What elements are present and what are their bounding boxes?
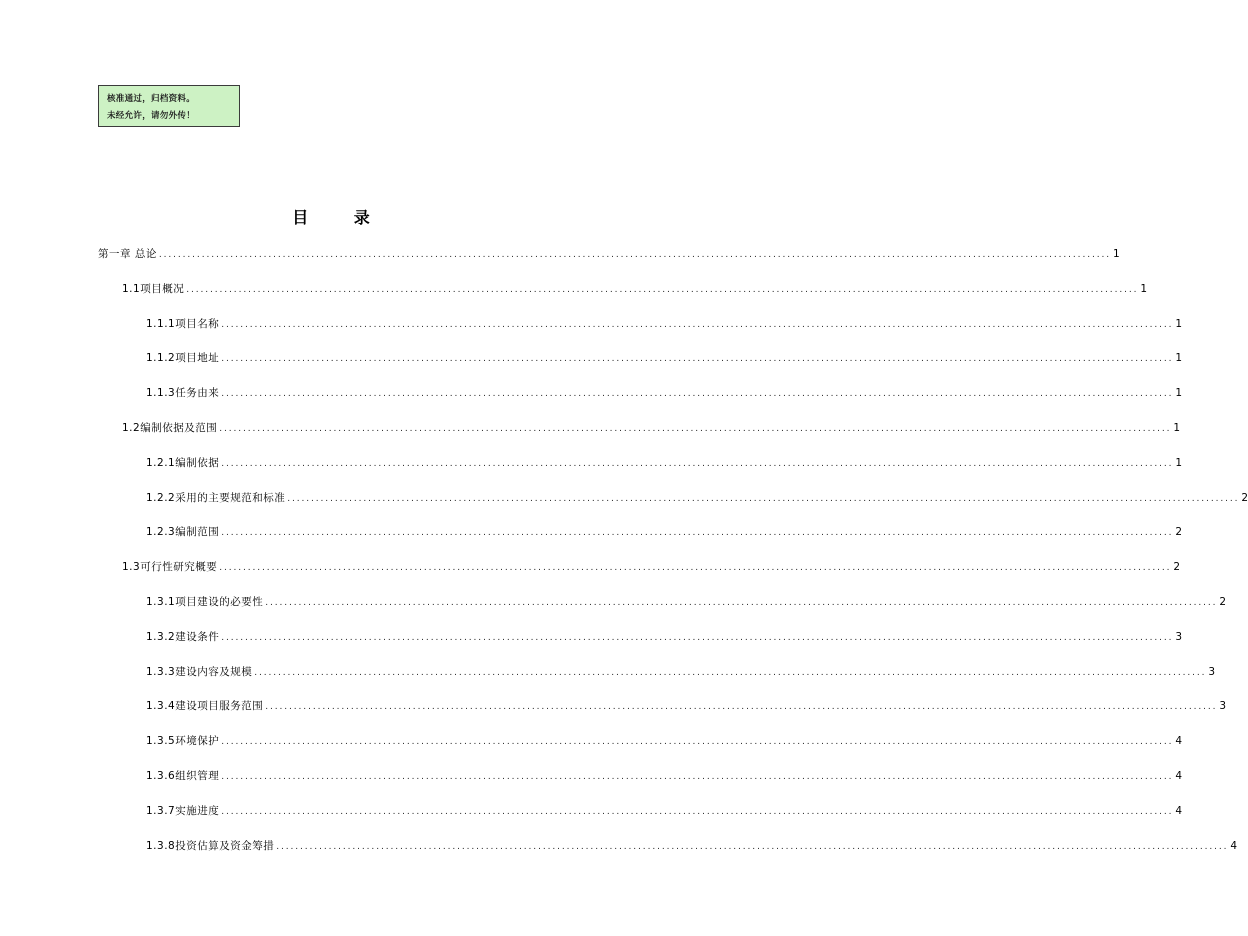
toc-entry[interactable] xyxy=(122,281,1148,297)
toc-dot-leader: ........................................................................................................................................................................................................ xyxy=(158,250,1112,260)
toc-entry-label: 1.3可行性研究概要 xyxy=(122,561,218,574)
toc-entry[interactable] xyxy=(146,385,1183,401)
toc-dot-leader: ........................................................................................................................................................................................................ xyxy=(221,389,1174,400)
toc-title: 目 录 xyxy=(292,208,390,227)
toc-entry[interactable] xyxy=(122,559,1181,575)
toc-entry-label: 1.2.3编制范围 xyxy=(146,526,220,539)
toc-entry-page: 4 xyxy=(1175,770,1183,782)
toc-entry[interactable] xyxy=(146,629,1183,645)
toc-dot-leader: ........................................................................................................................................................................................................ xyxy=(219,563,1172,574)
stamp-line-1: 核准通过，归档资料。 xyxy=(107,94,196,104)
toc-entry-label: 1.2.1编制依据 xyxy=(146,456,220,469)
toc-entry-label: 1.2编制依据及范围 xyxy=(122,422,218,434)
toc-dot-leader: ........................................................................................................................................................................................................ xyxy=(221,458,1174,469)
toc-entry[interactable] xyxy=(146,768,1183,784)
toc-entry-page: 2 xyxy=(1173,561,1181,574)
toc-entry-page: 4 xyxy=(1175,735,1183,748)
toc-entry-label: 第一章 总论 xyxy=(98,248,157,260)
toc-entry-label: 1.1.2项目地址 xyxy=(146,352,220,365)
toc-entry-label: 1.3.5环境保护 xyxy=(146,735,220,748)
toc-entry-page: 3 xyxy=(1175,630,1183,643)
toc-entry[interactable] xyxy=(98,246,1120,262)
toc-entry-label: 1.1.1项目名称 xyxy=(146,317,220,330)
toc-dot-leader: ........................................................................................................................................................................................................ xyxy=(221,806,1174,817)
toc-dot-leader: ........................................................................................................................................................................................................ xyxy=(265,598,1218,608)
toc-entry[interactable] xyxy=(146,838,1238,854)
toc-dot-leader: ........................................................................................................................................................................................................ xyxy=(221,772,1174,782)
stamp-line-2: 未经允许，请勿外传！ xyxy=(107,111,196,121)
toc-entry[interactable] xyxy=(146,803,1183,819)
toc-entry[interactable] xyxy=(122,420,1181,436)
toc-entry-page: 4 xyxy=(1175,804,1183,817)
toc-dot-leader: ........................................................................................................................................................................................................ xyxy=(221,632,1174,643)
toc-entry-label: 1.2.2采用的主要规范和标准 xyxy=(146,491,286,504)
toc-entry[interactable] xyxy=(146,733,1183,749)
toc-entry[interactable] xyxy=(146,524,1183,540)
toc-dot-leader: ........................................................................................................................................................................................................ xyxy=(221,354,1174,365)
toc-entry-label: 1.3.7实施进度 xyxy=(146,804,220,817)
toc-entry[interactable] xyxy=(146,490,1248,506)
toc-entry-page: 2 xyxy=(1219,596,1227,608)
toc-dot-leader: ........................................................................................................................................................................................................ xyxy=(219,424,1172,434)
toc-entry-page: 1 xyxy=(1175,456,1183,469)
approval-stamp xyxy=(98,85,240,127)
toc-entry[interactable] xyxy=(146,698,1227,714)
toc-dot-leader: ........................................................................................................................................................................................................ xyxy=(186,284,1139,295)
toc-entry-label: 1.1项目概况 xyxy=(122,282,185,295)
toc-entry-page: 1 xyxy=(1140,282,1148,295)
toc-entry-label: 1.3.2建设条件 xyxy=(146,630,220,643)
toc-dot-leader: ........................................................................................................................................................................................................ xyxy=(287,493,1240,504)
toc-entry-label: 1.3.1项目建设的必要性 xyxy=(146,596,264,608)
toc-dot-leader: ........................................................................................................................................................................................................ xyxy=(221,319,1174,330)
toc-entry-page: 2 xyxy=(1241,491,1248,504)
toc-entry[interactable] xyxy=(146,316,1183,332)
toc-entry[interactable] xyxy=(146,455,1183,471)
toc-dot-leader: ........................................................................................................................................................................................................ xyxy=(265,702,1218,713)
toc-entry-page: 3 xyxy=(1208,665,1216,678)
toc-entry-label: 1.3.4建设项目服务范围 xyxy=(146,700,264,713)
toc-dot-leader: ........................................................................................................................................................................................................ xyxy=(221,528,1174,539)
toc-entry-page: 2 xyxy=(1175,526,1183,539)
toc-dot-leader: ........................................................................................................................................................................................................ xyxy=(276,841,1229,852)
toc-dot-leader: ........................................................................................................................................................................................................ xyxy=(254,667,1207,678)
toc-entry-label: 1.3.8投资估算及资金筹措 xyxy=(146,839,275,852)
toc-entry[interactable] xyxy=(146,664,1216,680)
toc-entry-page: 1 xyxy=(1113,248,1120,260)
toc-entry-page: 1 xyxy=(1175,317,1183,330)
toc-entry-page: 1 xyxy=(1173,422,1181,434)
toc-entry-page: 4 xyxy=(1230,839,1238,852)
toc-entry-label: 1.3.3建设内容及规模 xyxy=(146,665,253,678)
toc-entry[interactable] xyxy=(146,350,1183,366)
toc-entry[interactable] xyxy=(146,594,1227,610)
toc-dot-leader: ........................................................................................................................................................................................................ xyxy=(221,737,1174,748)
toc-entry-label: 1.3.6组织管理 xyxy=(146,770,220,782)
toc-entry-label: 1.1.3任务由来 xyxy=(146,387,220,400)
toc-entry-page: 3 xyxy=(1219,700,1227,713)
toc-entry-page: 1 xyxy=(1175,387,1183,400)
toc-entry-page: 1 xyxy=(1175,352,1183,365)
